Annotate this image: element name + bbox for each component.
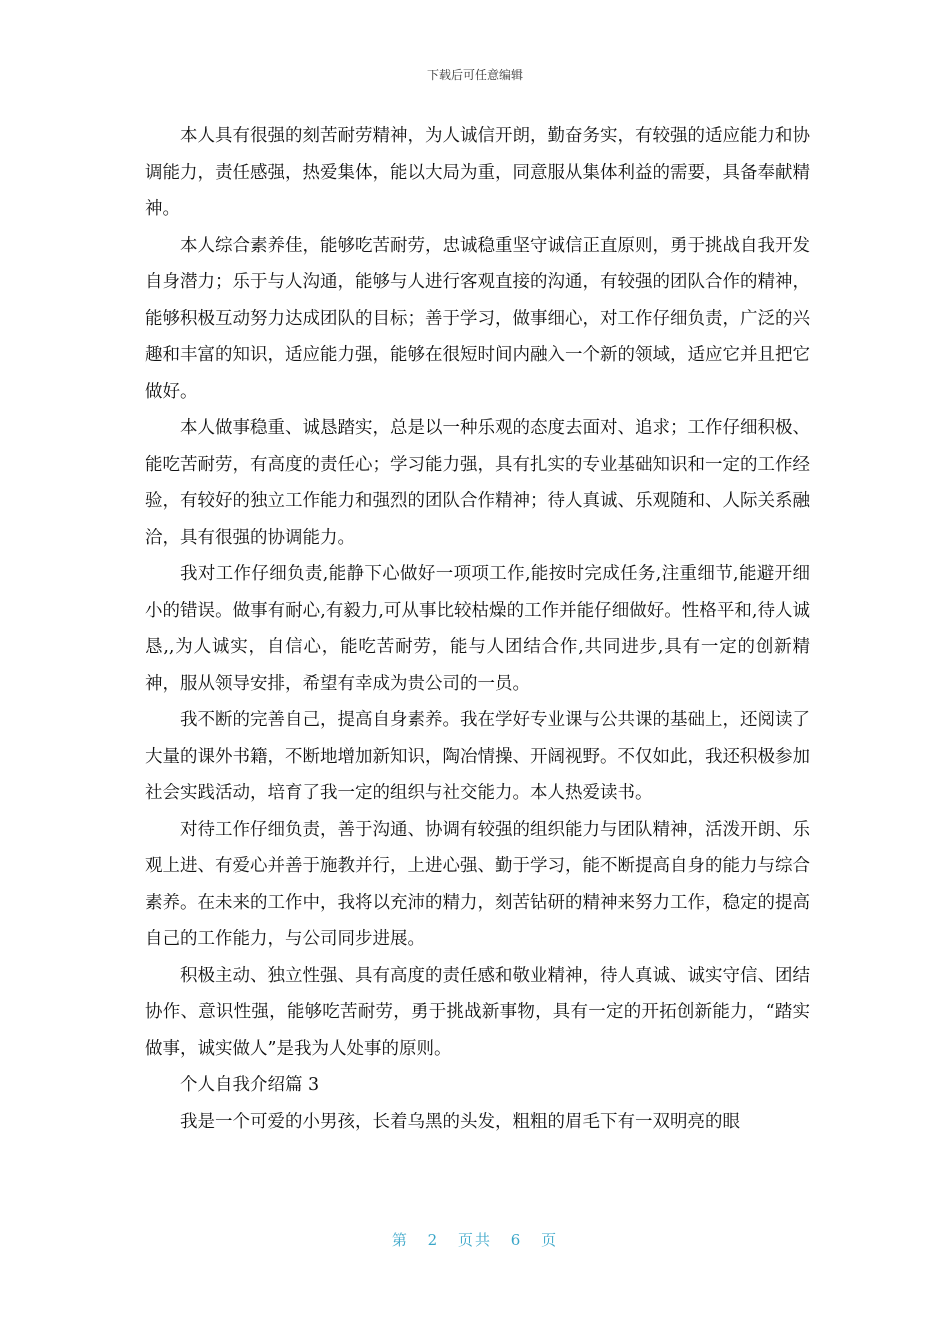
paragraph: 我不断的完善自己，提高自身素养。我在学好专业课与公共课的基础上，还阅读了大量的课外书籍，不断地增加新知识，陶冶情操、开阔视野。不仅如此，我还积极参加社会实践活动，培育了我一定的组织与社交能力。本人热爱读书。: [145, 710, 810, 803]
paragraph: 对待工作仔细负责，善于沟通、协调有较强的组织能力与团队精神，活泼开朗、乐观上进、有爱心并善于施教并行，上进心强、勤于学习，能不断提高自身的能力与综合素养。在未来的工作中，我将以充沛的精力，刻苦钻研的精神来努力工作，稳定的提高自己的工作能力，与公司同步进展。: [145, 819, 810, 949]
paragraph: 我对工作仔细负责,能静下心做好一项项工作,能按时完成任务,注重细节,能避开细小的错误。做事有耐心,有毅力,可从事比较枯燥的工作并能仔细做好。性格平和,待人诚恳,,为人诚实，自信心，能吃苦耐劳，能与人团结合作,共同进步,具有一定的创新精神，服从领导安排，希望有幸成为贵公司的一员。: [145, 564, 810, 694]
page-header: 下载后可任意编辑: [426, 68, 523, 82]
page-label-suffix: 页: [541, 1231, 559, 1249]
section-heading: 个人自我介绍篇 3: [180, 1075, 320, 1095]
paragraph: 我是一个可爱的小男孩，长着乌黑的头发，粗粗的眉毛下有一双明亮的眼: [180, 1111, 740, 1132]
paragraph: 本人做事稳重、诚恳踏实，总是以一种乐观的态度去面对、追求；工作仔细积极、能吃苦耐劳，有高度的责任心；学习能力强，具有扎实的专业基础知识和一定的工作经验，有较好的独立工作能力和强烈的团队合作精神；待人真诚、乐观随和、人际关系融洽，具有很强的协调能力。: [145, 418, 810, 548]
paragraph: 本人具有很强的刻苦耐劳精神，为人诚信开朗，勤奋务实，有较强的适应能力和协调能力，责任感强，热爱集体，能以大局为重，同意服从集体利益的需要，具备奉献精神。: [145, 126, 810, 219]
page-label-of: 页共: [457, 1231, 492, 1249]
page-current-number: 2: [427, 1231, 440, 1249]
paragraph: 积极主动、独立性强、具有高度的责任感和敬业精神，待人真诚、诚实守信、团结协作、意识性强，能够吃苦耐劳，勇于挑战新事物，具有一定的开拓创新能力，“踏实做事，诚实做人”是我为人处事的原则。: [145, 965, 810, 1059]
document-body: [145, 118, 810, 1140]
page-total-number: 6: [510, 1231, 523, 1249]
page-footer: [0, 1229, 950, 1250]
page-label-prefix: 第: [391, 1231, 409, 1249]
paragraph: 本人综合素养佳，能够吃苦耐劳，忠诚稳重坚守诚信正直原则，勇于挑战自我开发自身潜力；乐于与人沟通，能够与人进行客观直接的沟通，有较强的团队合作的精神，能够积极互动努力达成团队的目标；善于学习，做事细心，对工作仔细负责，广泛的兴趣和丰富的知识，适应能力强，能够在很短时间内融入一个新的领域，适应它并且把它做好。: [145, 235, 810, 402]
